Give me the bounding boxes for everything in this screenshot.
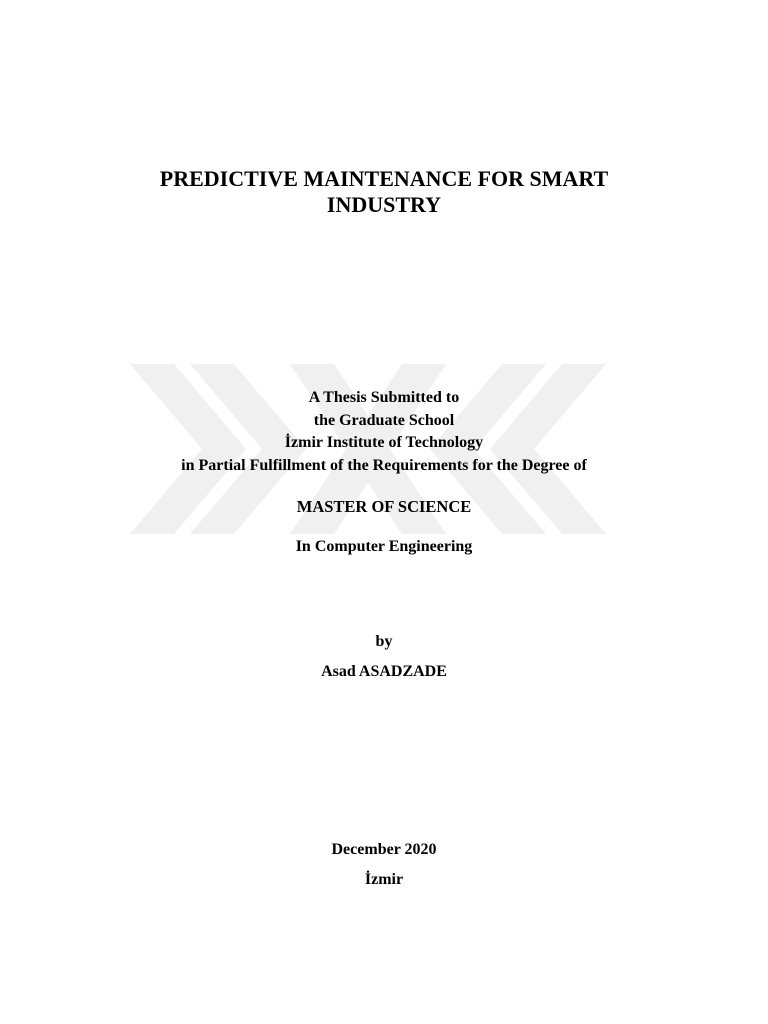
author-name: Asad ASADZADE (321, 663, 447, 680)
city-name: İzmir (364, 871, 404, 888)
submission-date: December 2020 (331, 841, 437, 858)
submission-line-2: the Graduate School (313, 412, 455, 429)
submission-line-4: in Partial Fulfillment of the Requirements for the Degree of (181, 457, 587, 474)
field-of-study: In Computer Engineering (295, 538, 473, 555)
degree-title: MASTER OF SCIENCE (296, 497, 472, 516)
submission-line-3: İzmir Institute of Technology (284, 434, 484, 451)
submission-line-1: A Thesis Submitted to (308, 389, 460, 406)
thesis-title-line-2: INDUSTRY (326, 192, 442, 217)
author-by-label: by (375, 633, 393, 650)
thesis-title-line-1: PREDICTIVE MAINTENANCE FOR SMART (159, 166, 609, 191)
